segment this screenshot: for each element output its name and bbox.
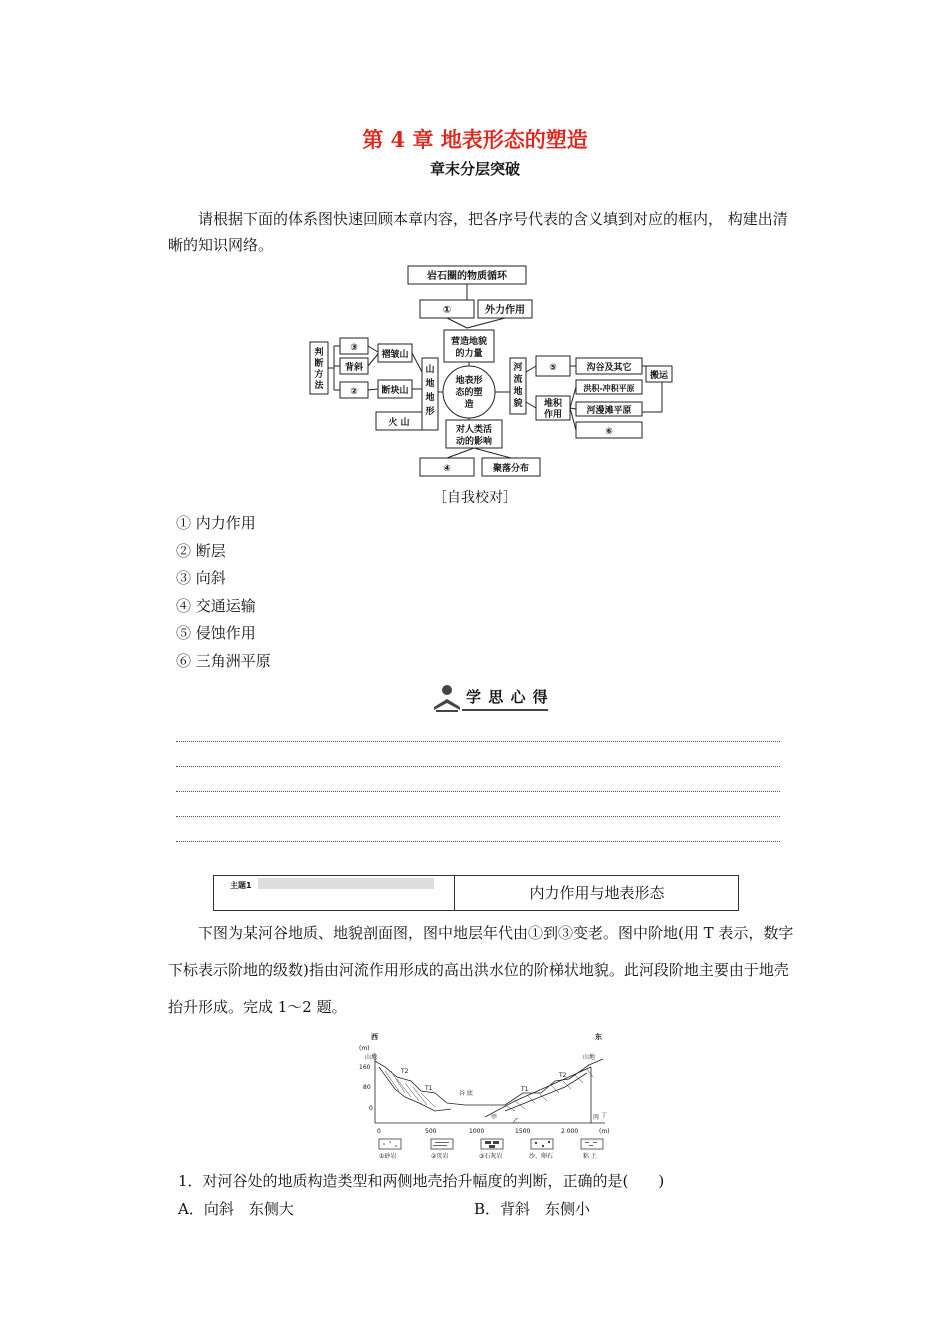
y-tick-80: 80 bbox=[363, 1084, 371, 1091]
answer-2: ② 断层 bbox=[176, 542, 226, 560]
label-judge-2: 断 bbox=[314, 359, 324, 369]
label-anticline: 背斜 bbox=[344, 363, 364, 373]
label-jia: 甲 bbox=[491, 1114, 498, 1121]
chapter-subtitle: 章末分层突破 bbox=[429, 160, 520, 178]
label-n2: ② bbox=[350, 387, 358, 397]
label-n3: ③ bbox=[350, 343, 358, 353]
y-tick-160: 160 bbox=[359, 1064, 371, 1071]
writing-line[interactable] bbox=[176, 741, 780, 742]
label-river-1: 河 bbox=[513, 363, 523, 373]
answer-4: ④ 交通运输 bbox=[176, 597, 256, 615]
writing-line[interactable] bbox=[176, 816, 780, 817]
label-t2-west: T2 bbox=[401, 1068, 409, 1075]
x-tick-unit: (m) bbox=[599, 1128, 610, 1135]
label-center-3: 造 bbox=[464, 400, 474, 410]
book-person-icon bbox=[432, 683, 462, 713]
label-human-2: 动的影响 bbox=[455, 437, 493, 447]
label-n4: ④ bbox=[443, 464, 451, 474]
label-floodplain: 河漫滩平原 bbox=[586, 406, 632, 416]
label-center-1: 地表形 bbox=[455, 376, 483, 386]
x-tick-0: 0 bbox=[377, 1128, 381, 1135]
self-check-label: ［自我校对］ bbox=[433, 490, 517, 506]
label-deposit-1: 堆积 bbox=[543, 399, 563, 409]
knowledge-diagram bbox=[300, 262, 680, 480]
passage: 下图为某河谷地质、地貌剖面图，图中地层年代由①到③变老。图中阶地(用 T 表示，数字下标表示阶地的级数)指由河流作用形成的高出洪水位的阶梯状地貌。此河段阶地主要由于地壳抬升形成。完成 1～2 题。 bbox=[168, 924, 794, 1016]
label-mountain-west: 山地 bbox=[365, 1054, 378, 1061]
label-n6: ⑥ bbox=[605, 427, 613, 437]
label-t1-east: T1 bbox=[521, 1086, 529, 1093]
label-t1-west: T1 bbox=[425, 1085, 433, 1092]
answer-3: ③ 向斜 bbox=[176, 569, 226, 587]
label-river-2: 流 bbox=[513, 375, 523, 385]
option-a[interactable]: A．向斜 东侧大 bbox=[178, 1200, 294, 1218]
answer-1: ① 内力作用 bbox=[176, 514, 256, 532]
label-transport: 搬运 bbox=[649, 371, 669, 381]
chapter-title: 第 4 章 地表形态的塑造 bbox=[362, 127, 588, 152]
label-river-4: 貌 bbox=[513, 399, 523, 409]
label-force-2: 的力量 bbox=[455, 349, 483, 359]
x-tick-1500: 1500 bbox=[515, 1128, 531, 1135]
x-tick-1000: 1000 bbox=[469, 1128, 485, 1135]
label-unit-y: (m) bbox=[359, 1045, 370, 1052]
label-judge-3: 方 bbox=[314, 370, 324, 380]
legend-clay: 粘 土 bbox=[583, 1153, 597, 1160]
legend-gravel: 沙、卵石 bbox=[529, 1153, 554, 1160]
topic-bar bbox=[213, 875, 739, 911]
label-river-3: 地 bbox=[513, 387, 523, 397]
label-mountain-1: 山 bbox=[425, 365, 435, 375]
question-1-stem: 1．对河谷处的地质构造类型和两侧地壳抬升幅度的判断，正确的是( ) bbox=[178, 1172, 665, 1190]
label-east: 东 bbox=[595, 1033, 602, 1041]
y-tick-0: 0 bbox=[369, 1105, 373, 1112]
label-rock-cycle: 岩石圈的物质循环 bbox=[427, 271, 507, 282]
legend-limestone: ③石灰岩 bbox=[479, 1153, 503, 1160]
label-gully: 沟谷及其它 bbox=[586, 363, 632, 373]
label-volcano: 火 山 bbox=[388, 418, 410, 428]
label-bing: 丙 bbox=[593, 1114, 600, 1121]
answer-5: ⑤ 侵蚀作用 bbox=[176, 624, 256, 642]
topic-title: 内力作用与地表形态 bbox=[529, 884, 665, 902]
intro-paragraph: 请根据下面的体系图快速回顾本章内容，把各序号代表的含义填到对应的框内， 构建出清晰的知识网络。 bbox=[168, 210, 788, 254]
label-settlement: 聚落分布 bbox=[492, 464, 530, 474]
legend-shale: ②页岩 bbox=[431, 1153, 449, 1160]
label-judge-4: 法 bbox=[314, 381, 324, 391]
label-fault: 断块山 bbox=[381, 386, 409, 396]
label-ding: 丁 bbox=[601, 1112, 608, 1119]
label-mountain-east: 山地 bbox=[583, 1054, 596, 1061]
label-center-2: 态的塑 bbox=[455, 388, 483, 398]
label-alluvial: 洪积-冲积平原 bbox=[583, 384, 635, 393]
option-b[interactable]: B．背斜 东侧小 bbox=[474, 1200, 591, 1218]
answer-6: ⑥ 三角洲平原 bbox=[176, 652, 271, 670]
topic-label: 主题1 bbox=[230, 881, 252, 890]
legend-sandstone: ①砂岩 bbox=[379, 1153, 397, 1160]
label-n1: ① bbox=[442, 305, 452, 316]
reflection-label: 学 思 心 得 bbox=[466, 688, 549, 706]
label-force-1: 营造地貌 bbox=[450, 337, 488, 347]
label-west: 西 bbox=[371, 1033, 378, 1041]
label-deposit-2: 作用 bbox=[543, 410, 563, 420]
writing-line[interactable] bbox=[176, 841, 780, 842]
label-mountain-2: 地 bbox=[425, 379, 435, 389]
valley-profile-figure bbox=[355, 1031, 623, 1165]
label-fold: 褶皱山 bbox=[381, 350, 409, 360]
x-tick-2000: 2 000 bbox=[561, 1128, 579, 1135]
label-t2-east: T2 bbox=[559, 1072, 567, 1079]
label-n5: ⑤ bbox=[549, 363, 557, 373]
writing-line[interactable] bbox=[176, 766, 780, 767]
label-external: 外力作用 bbox=[485, 305, 525, 316]
label-valley: 谷 底 bbox=[459, 1090, 473, 1097]
label-mountain-4: 形 bbox=[425, 407, 435, 417]
reflection-banner bbox=[430, 683, 552, 713]
writing-line[interactable] bbox=[176, 791, 780, 792]
label-human-1: 对人类活 bbox=[455, 425, 493, 435]
x-tick-500: 500 bbox=[425, 1128, 437, 1135]
label-yi: 乙 bbox=[513, 1118, 520, 1125]
label-mountain-3: 地 bbox=[425, 393, 435, 403]
label-judge-1: 判 bbox=[314, 348, 324, 358]
